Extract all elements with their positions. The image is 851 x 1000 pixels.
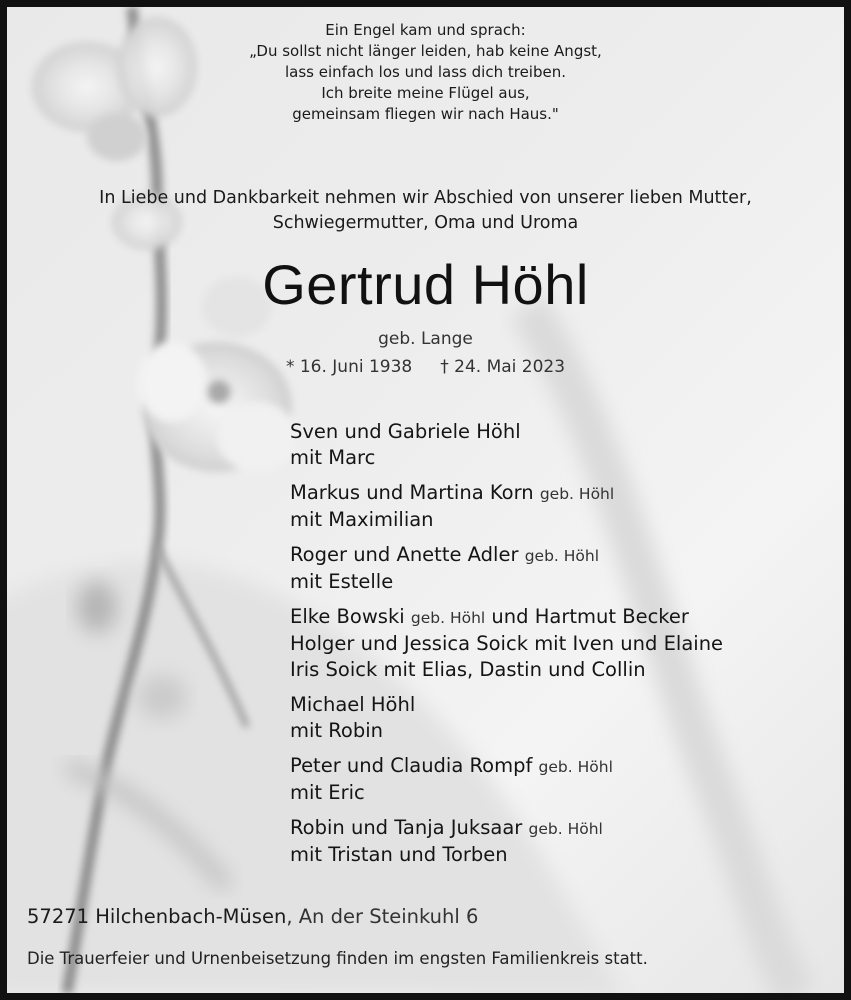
family-line <box>290 718 723 744</box>
family-name: Markus und Martina Korn <box>290 481 534 504</box>
maiden-name: geb. Höhl <box>410 609 486 627</box>
family-group <box>290 604 723 683</box>
family-name: mit Tristan und Torben <box>290 843 508 866</box>
family-line <box>290 507 723 533</box>
address-street: , An der Steinkuhl 6 <box>286 905 479 928</box>
poem-line: Ich breite meine Flügel aus, <box>321 84 530 102</box>
obituary-content <box>7 7 844 993</box>
family-group <box>290 815 723 868</box>
family-name: Roger und Anette Adler <box>290 543 519 566</box>
family-line <box>290 692 723 718</box>
poem-line: gemeinsam fliegen wir nach Haus." <box>292 105 559 123</box>
family-name: Robin und Tanja Juksaar <box>290 816 523 839</box>
poem-line: lass einfach los und lass dich treiben. <box>285 63 566 81</box>
family-group <box>290 419 723 471</box>
family-line <box>290 604 723 631</box>
family-line <box>290 542 723 569</box>
address <box>27 904 478 930</box>
birth-name: geb. Lange <box>378 329 473 349</box>
family-line <box>290 569 723 595</box>
address-city: 57271 Hilchenbach-Müsen <box>27 905 287 928</box>
family-line <box>290 815 723 842</box>
family-line <box>290 842 723 868</box>
family-group <box>290 692 723 744</box>
family-name: Holger und Jessica Soick mit Iven und Elaine <box>290 632 724 655</box>
family-name: Elke Bowski <box>290 605 405 628</box>
poem-line: „Du sollst nicht länger leiden, hab keine Angst, <box>249 42 602 60</box>
intro-line: In Liebe und Dankbarkeit nehmen wir Abschied von unserer lieben Mutter, <box>99 188 752 208</box>
family-line <box>290 753 723 780</box>
family-name: mit Robin <box>290 719 384 742</box>
family-name: mit Marc <box>290 446 376 469</box>
family-line <box>290 445 723 471</box>
family-name: Peter und Claudia Rompf <box>290 754 533 777</box>
poem-line: Ein Engel kam und sprach: <box>325 21 526 39</box>
maiden-name: geb. Höhl <box>539 485 615 503</box>
birth-date: * 16. Juni 1938 <box>285 357 413 377</box>
family-line <box>290 657 723 683</box>
funeral-notice: Die Trauerfeier und Urnenbeisetzung finden im engsten Familienkreis statt. <box>27 949 648 968</box>
family-line <box>290 480 723 507</box>
intro-text <box>7 186 844 236</box>
death-date: † 24. Mai 2023 <box>440 357 566 377</box>
maiden-name: geb. Höhl <box>528 820 603 838</box>
family-name: mit Eric <box>290 781 365 804</box>
family-group <box>290 480 723 533</box>
intro-line: Schwiegermutter, Oma und Uroma <box>272 213 579 233</box>
family-list <box>290 419 723 877</box>
family-name: und Hartmut Becker <box>491 605 689 628</box>
life-dates <box>7 356 844 378</box>
family-name: Michael Höhl <box>290 693 416 716</box>
family-line <box>290 419 723 445</box>
family-group <box>290 753 723 806</box>
family-group <box>290 542 723 595</box>
family-name: Iris Soick mit Elias, Dastin und Collin <box>290 658 646 681</box>
family-name: Sven und Gabriele Höhl <box>290 420 521 443</box>
family-line <box>290 631 723 657</box>
poem <box>7 20 844 125</box>
family-name: mit Maximilian <box>290 508 434 531</box>
deceased-name: Gertrud Höhl <box>262 253 589 316</box>
family-line <box>290 780 723 806</box>
family-name: mit Estelle <box>290 570 394 593</box>
maiden-name: geb. Höhl <box>524 547 600 565</box>
maiden-name: geb. Höhl <box>538 758 613 776</box>
